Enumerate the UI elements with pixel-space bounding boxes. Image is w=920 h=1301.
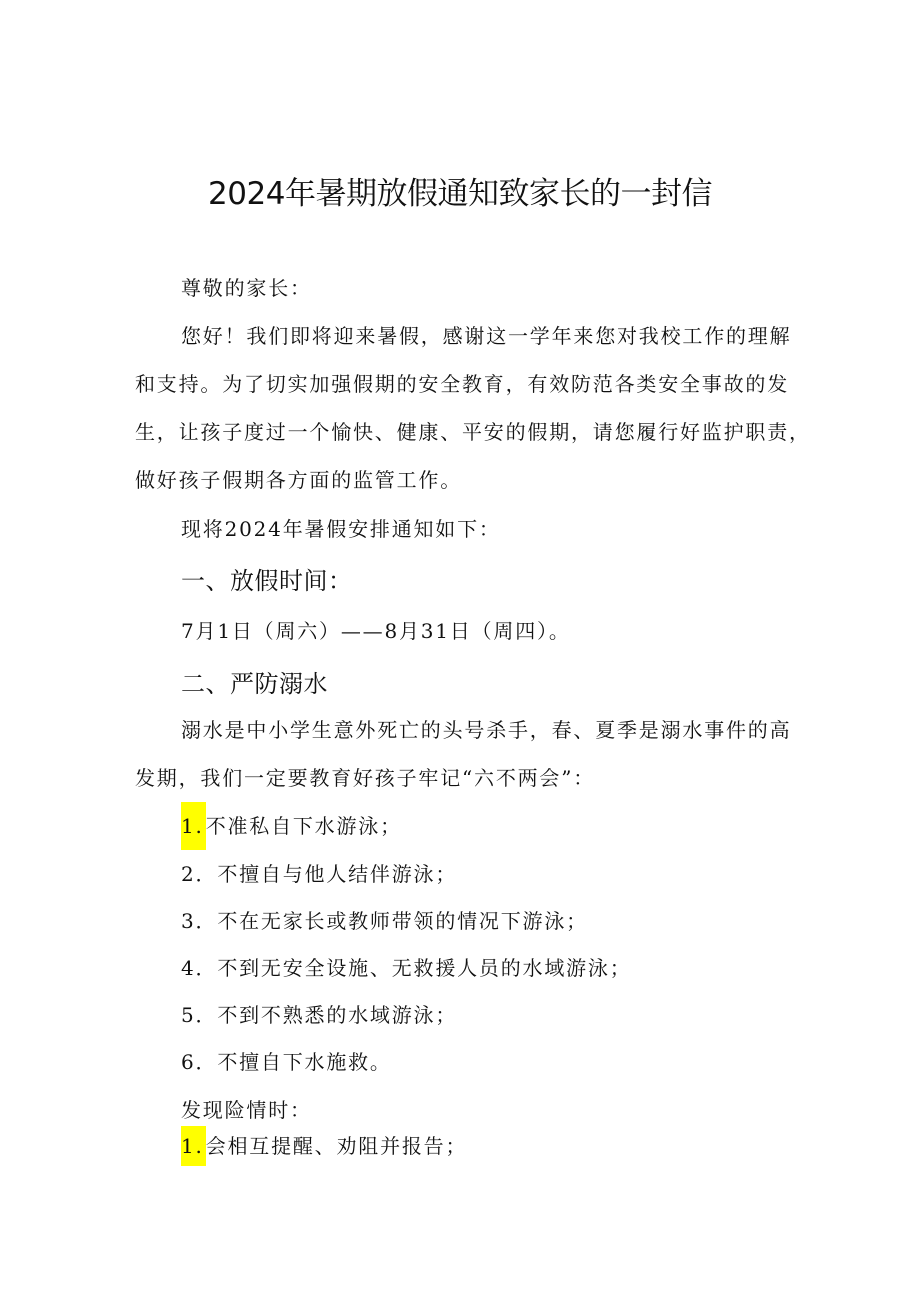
intro-line-3: 生，让孩子度过一个愉快、健康、平安的假期，请您履行好监护职责， [135,420,811,444]
danger-text: 会相互提醒、劝阻并报告； [205,1134,468,1158]
drowning-intro-line-2: 发期，我们一定要教育好孩子牢记“六不两会”： [135,766,596,790]
rule-text: ．不擅自与他人结伴游泳； [195,862,458,886]
intro-line-2: 和支持。为了切实加强假期的安全教育，有效防范各类安全事故的发 [135,372,789,396]
rule-item-6 [181,1038,841,1086]
drowning-intro-line-1: 溺水是中小学生意外死亡的头号杀手，春、夏季是溺水事件的高 [181,718,792,742]
rule-item-3 [181,897,841,945]
rule-item-1 [181,802,841,850]
danger-number: 1. [181,1126,206,1166]
document-title: 2024年暑期放假通知致家长的一封信 [208,176,712,212]
section-heading-drowning: 二、严防溺水 [181,670,328,698]
notice-line: 现将2024年暑假安排通知如下： [181,517,501,541]
rule-number: 2 [181,862,196,886]
rule-number: 1. [181,802,206,850]
section-heading-vacation-time: 一、放假时间： [181,567,353,595]
vacation-dates: 7月1日（周六）——8月31日（周四）。 [181,619,571,643]
intro-line-1: 您好！我们即将迎来暑假，感谢这一学年来您对我校工作的理解 [181,324,792,348]
danger-label: 发现险情时： [181,1098,312,1122]
rule-text: ．不到无安全设施、无救援人员的水域游泳； [195,956,632,980]
salutation: 尊敬的家长： [181,276,312,300]
rule-text: ．不擅自下水施救。 [195,1050,392,1074]
rule-number: 3 [181,909,196,933]
rule-item-2 [181,850,841,898]
rule-text: 不准私自下水游泳； [205,814,402,838]
rule-text: ．不到不熟悉的水域游泳； [195,1003,458,1027]
rule-number: 6 [181,1050,196,1074]
intro-line-4: 做好孩子假期各方面的监管工作。 [135,468,462,492]
rule-number: 4 [181,956,196,980]
danger-item-1 [181,1126,841,1166]
rule-number: 5 [181,1003,196,1027]
rule-text: ．不在无家长或教师带领的情况下游泳； [195,909,588,933]
rule-item-5 [181,991,841,1039]
rule-item-4 [181,944,841,992]
